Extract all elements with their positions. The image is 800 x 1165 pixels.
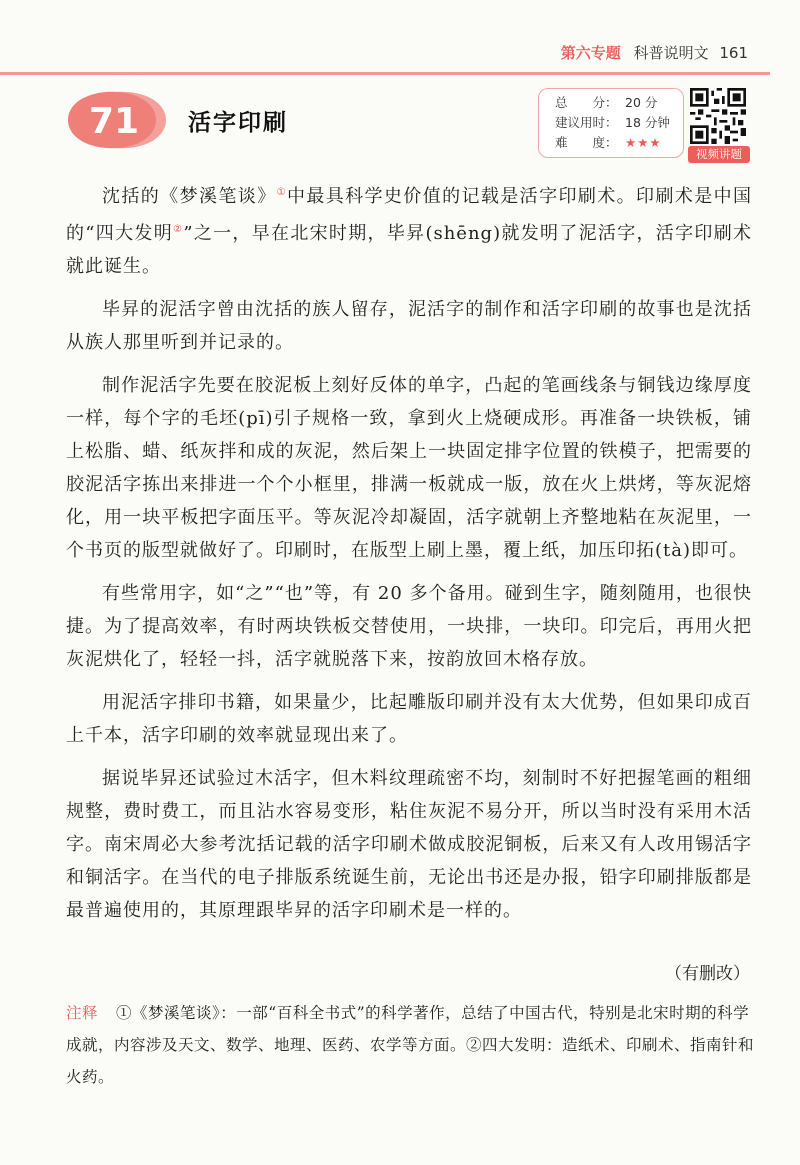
difficulty-label: 难 度： (555, 135, 618, 150)
time-label: 建议用时： (555, 115, 618, 130)
revised-note: （有删改） (665, 964, 750, 984)
paragraph-4: 有些常用字，如“之”“也”等，有 20 多个备用。碰到生字，随刻随用，也很快捷。为了提高效率，有时两块铁板交替使用，一块排，一块印。印完后，再用火把灰泥烘化了，轻轻一抖，活字就脱落下来，按韵放回木格存放。 (66, 583, 752, 670)
notes-label: 注释 (66, 1004, 99, 1022)
footnote-ref-1[interactable]: ① (276, 187, 287, 198)
score-value: 20 分 (625, 95, 658, 110)
paragraph-6: 据说毕昇还试验过木活字，但木料纹理疏密不均，刻制时不好把握笔画的粗细规整，费时费工，而且沾水容易变形，粘住灰泥不易分开，所以当时没有采用木活字。南宋周必大参考沈括记载的活字印刷术做成胶泥铜板，后来又有人改用锡活字和铜活字。在当代的电子排版系统诞生前，无论出书还是办报，铅字印刷排版都是最普遍使用的，其原理跟毕昇的活字印刷术是一样的。 (66, 768, 752, 921)
lesson-number-badge (66, 88, 170, 152)
score-row (555, 93, 683, 113)
footnotes (66, 997, 756, 1093)
paragraph-2: 毕昇的泥活字曾由沈括的族人留存，泥活字的制作和活字印刷的故事也是沈括从族人那里听到并记录的。 (66, 299, 752, 353)
paragraph-5: 用泥活字排印书籍，如果量少，比起雕版印刷并没有太大优势，但如果印成百上千本，活字印刷的效率就显现出来了。 (66, 692, 752, 746)
time-value: 18 分钟 (625, 115, 670, 130)
footnote-ref-2[interactable]: ② (173, 224, 184, 235)
lesson-title: 活字印刷 (188, 110, 288, 136)
notes-text: ①《梦溪笔谈》：一部“百科全书式”的科学著作，总结了中国古代，特别是北宋时期的科学成就，内容涉及天文、数学、地理、医药、农学等方面。②四大发明：造纸术、印刷术、指南针和火药。 (66, 1004, 755, 1086)
difficulty-row (555, 133, 683, 153)
lesson-number: 71 (88, 101, 140, 142)
time-row (555, 113, 683, 133)
qr-code-icon[interactable] (690, 88, 746, 144)
header-topic: 第六专题 (560, 44, 621, 62)
page-number: 161 (719, 44, 748, 62)
article-body (66, 176, 752, 937)
info-box (538, 88, 684, 158)
score-label: 总 分： (555, 95, 618, 110)
difficulty-stars: ★★★ (625, 135, 662, 150)
running-header (561, 42, 748, 63)
paragraph-1: 沈括的《梦溪笔谈》①中最具科学史价值的记载是活字印刷术。印刷术是中国的“四大发明②”之一，早在北宋时期，毕昇(shēng)就发明了泥活字，活字印刷术就此诞生。 (66, 186, 753, 277)
paragraph-3: 制作泥活字先要在胶泥板上刻好反体的单字，凸起的笔画线条与铜钱边缘厚度一样，每个字的毛坯(pī)引子规格一致，拿到火上烧硬成形。再准备一块铁板，铺上松脂、蜡、纸灰拌和成的灰泥，然后架上一块固定排字位置的铁模子，把需要的胶泥活字拣出来排进一个个小框里，排满一板就成一版，放在火上烘烤，等灰泥熔化，用一块平板把字面压平。等灰泥冷却凝固，活字就朝上齐整地粘在灰泥里，一个书页的版型就做好了。印刷时，在版型上刷上墨，覆上纸，加压印拓(tà)即可。 (66, 375, 752, 561)
header-subject: 科普说明文 (633, 44, 709, 62)
video-explain-label[interactable]: 视频讲题 (688, 146, 750, 163)
